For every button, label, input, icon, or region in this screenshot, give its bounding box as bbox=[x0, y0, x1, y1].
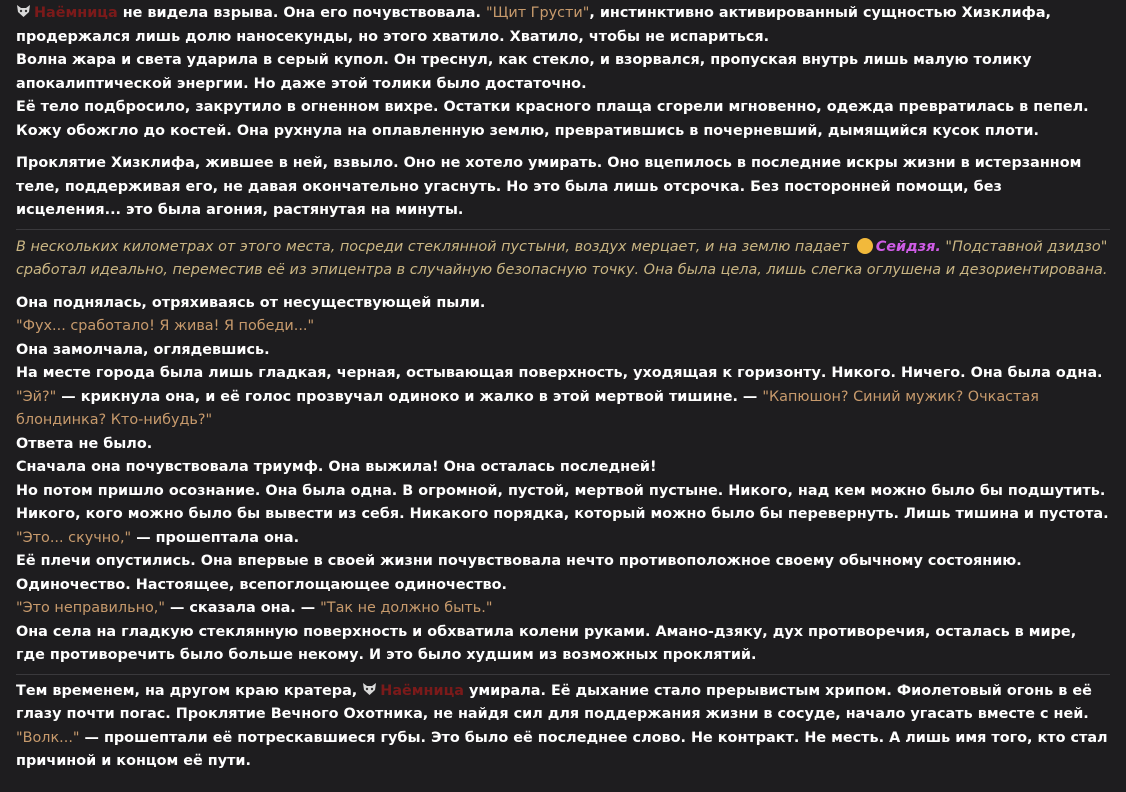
paragraph: Она замолчала, оглядевшись. bbox=[16, 341, 270, 358]
character-name-mercenary[interactable]: Наёмница bbox=[380, 682, 464, 699]
paragraph: Но потом пришло осознание. Она была одна. В огромной, пустой, мертвой пустыне. Никого, над кем можно было бы подшутить. Никого, кого можно было бы вывести из себя. Никакого порядка, который можно было бы перевернуть. Лишь тишина и пустота. bbox=[16, 482, 1109, 522]
paragraph: Её тело подбросило, закрутило в огненном вихре. Остатки красного плаща сгорели мгновенно, одежда превратилась в пепел. Кожу обожгло до костей. Она рухнула на оплавленную землю, превратившись в почерневший, дымящийся кусок плоти. bbox=[16, 99, 1089, 139]
paragraph: Ответа не было. bbox=[16, 435, 153, 452]
paragraph: Она села на гладкую стеклянную поверхность и обхватила колени руками. Амано-дзяку, дух противоречия, осталась в мире, где противоречить было больше некому. И это было худшим из возможных проклятий. bbox=[16, 623, 1077, 663]
paragraph: На месте города была лишь гладкая, черная, остывающая поверхность, уходящая к горизонту. Никого. Ничего. Она была одна. bbox=[16, 365, 1103, 381]
narration-paragraph: В нескольких километрах от этого места, посреди стеклянной пустыни, воздух мерцает, и на землю падает Сейдзя. "Подставной дзидзо" сработал идеально, переместив её из эпицентра в случайную безопасную точку. Она была цела, лишь слегка оглушена и дезориентирована. bbox=[16, 238, 1108, 278]
paragraph: "Волк..." — прошептали её потрескавшиеся губы. Это было её последнее слово. Не контракт. Не месть. А лишь имя того, кто стал причиной и концом её пути. bbox=[16, 729, 1108, 769]
paragraph: "Это... скучно," — прошептала она. bbox=[16, 529, 300, 546]
paragraph: Волна жара и света ударила в серый купол. Он треснул, как стекло, и взорвался, пропуская внутрь лишь малую толику апокалиптической энергии. Но даже этой толики было достаточно. bbox=[16, 52, 1032, 92]
paragraph: Сначала она почувствовала триумф. Она выжила! Она осталась последней! bbox=[16, 459, 657, 475]
wolf-mask-icon bbox=[16, 3, 31, 16]
upside-down-face-icon bbox=[857, 238, 873, 254]
character-name-mercenary[interactable]: Наёмница bbox=[34, 5, 118, 21]
paragraph: Проклятие Хизклифа, жившее в ней, взвыло. Оно не хотело умирать. Оно вцепилось в последние искры жизни в истерзанном теле, поддерживая его, не давая окончательно угаснуть. Но это была лишь отсрочка. Без посторонней помощи, без исцеления... это была агония, растянутая на минуты. bbox=[16, 155, 1082, 218]
speech-line: "Фух... сработало! Я жива! Я победи..." bbox=[16, 318, 315, 334]
paragraph: "Это неправильно," — сказала она. — "Так не должно быть." bbox=[16, 600, 493, 616]
divider bbox=[16, 674, 1110, 675]
divider bbox=[16, 229, 1110, 230]
paragraph: Тем временем, на другом краю кратера, Наёмница умирала. Её дыхание стало прерывистым хрипом. Фиолетовый огонь в её глазу почти погас. Проклятие Вечного Охотника, не найдя сил для поддержания жизни в сосуде, начало угасать вместе с ней. bbox=[16, 682, 1092, 722]
character-name-seidza[interactable]: Сейдзя. bbox=[875, 238, 941, 255]
wolf-mask-icon bbox=[362, 681, 377, 694]
paragraph: Она поднялась, отряхиваясь от несуществующей пыли. bbox=[16, 294, 486, 311]
paragraph: Наёмница не видела взрыва. Она его почувствовала. "Щит Грусти", инстинктивно активированный сущностью Хизклифа, продержался лишь долю наносекунды, но этого хватило. Хватило, чтобы не испариться. bbox=[16, 5, 1052, 45]
paragraph: "Эй?" — крикнула она, и её голос прозвучал одиноко и жалко в этой мертвой тишине. — "Капюшон? Синий мужик? Очкастая блондинка? Кто-нибудь?" bbox=[16, 388, 1039, 428]
paragraph: Её плечи опустились. Она впервые в своей жизни почувствовала нечто противоположное своему обычному состоянию. Одиночество. Настоящее, всепоглощающее одиночество. bbox=[16, 553, 1022, 593]
